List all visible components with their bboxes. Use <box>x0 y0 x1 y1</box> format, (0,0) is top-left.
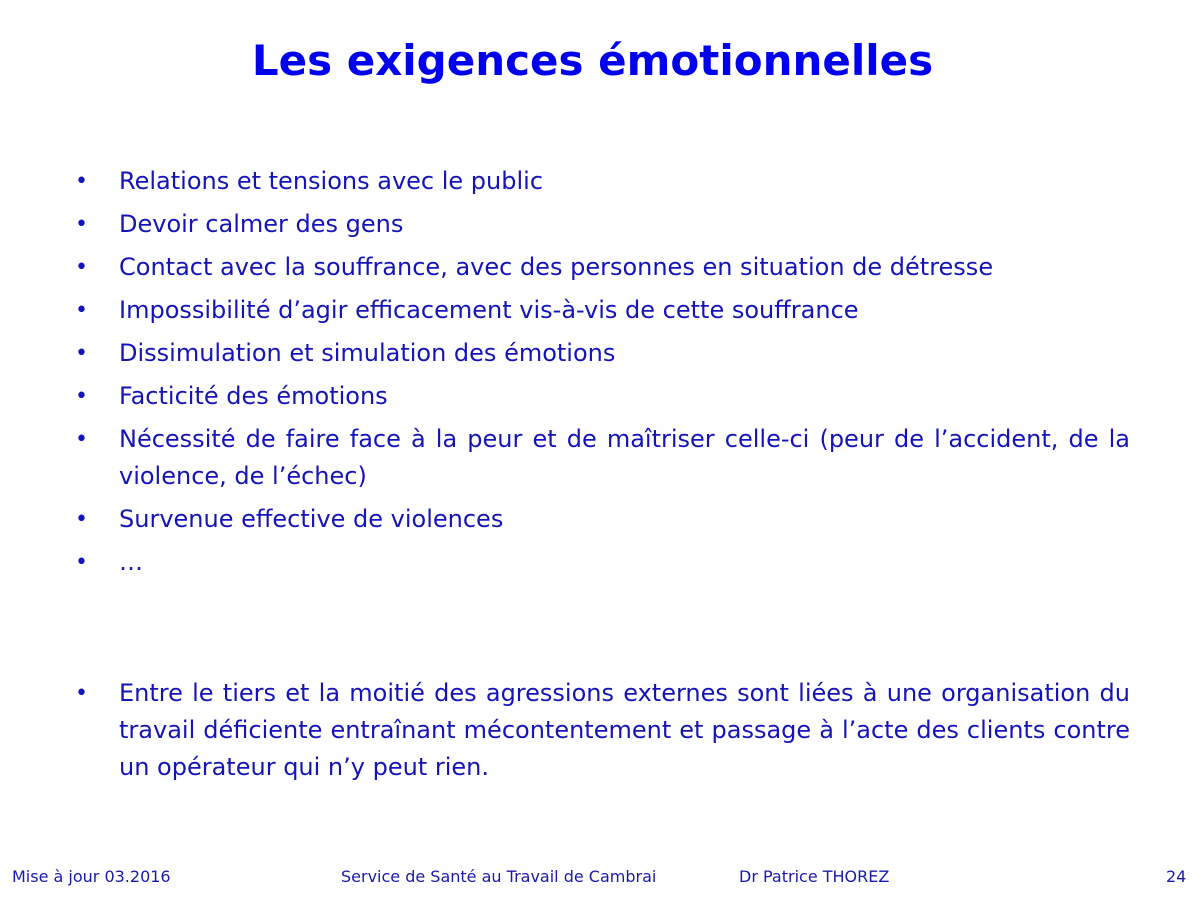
bullet-text: Impossibilité d’agir efficacement vis-à-vis de cette souffrance <box>119 296 859 324</box>
bullet-icon: • <box>75 341 88 366</box>
bullet-icon: • <box>75 427 88 452</box>
note-text: Entre le tiers et la moitié des agressions externes sont liées à une organisation du travail déficiente entraînant mécontentement et passage à l’acte des clients contre un opérateur qui n’y peut rien. <box>119 679 1130 781</box>
bullet-icon: • <box>75 681 88 706</box>
list-item <box>75 206 1130 243</box>
bullet-text: Dissimulation et simulation des émotions <box>119 339 616 367</box>
note-item <box>75 675 1130 786</box>
bullet-text: Relations et tensions avec le public <box>119 167 544 195</box>
bullet-text: Contact avec la souffrance, avec des personnes en situation de détresse <box>119 253 994 281</box>
bullet-text: Nécessité de faire face à la peur et de maîtriser celle-ci (peur de l’accident, de la violence, de l’échec) <box>119 425 1130 490</box>
bullet-icon: • <box>75 169 88 194</box>
bullet-text: Survenue effective de violences <box>119 505 504 533</box>
list-item <box>75 163 1130 200</box>
bullet-list <box>75 163 1130 587</box>
bullet-icon: • <box>75 212 88 237</box>
list-item <box>75 335 1130 372</box>
slide-title: Les exigences émotionnelles <box>251 36 934 85</box>
bullet-text: Facticité des émotions <box>119 382 388 410</box>
list-item <box>75 378 1130 415</box>
bullet-icon: • <box>75 507 88 532</box>
bullet-text: … <box>119 548 143 576</box>
bullet-icon: • <box>75 298 88 323</box>
list-item <box>75 501 1130 538</box>
bullet-icon: • <box>75 255 88 280</box>
bullet-icon: • <box>75 550 88 575</box>
footer-service: Service de Santé au Travail de Cambrai <box>341 867 657 886</box>
list-item <box>75 292 1130 329</box>
bullet-text: Devoir calmer des gens <box>119 210 404 238</box>
page-number: 24 <box>1166 867 1187 886</box>
footer-author: Dr Patrice THOREZ <box>739 867 890 886</box>
bullet-icon: • <box>75 384 88 409</box>
list-item <box>75 421 1130 495</box>
footer-update-date: Mise à jour 03.2016 <box>12 867 171 886</box>
list-item <box>75 249 1130 286</box>
list-item <box>75 544 1130 581</box>
note-list <box>75 675 1130 792</box>
